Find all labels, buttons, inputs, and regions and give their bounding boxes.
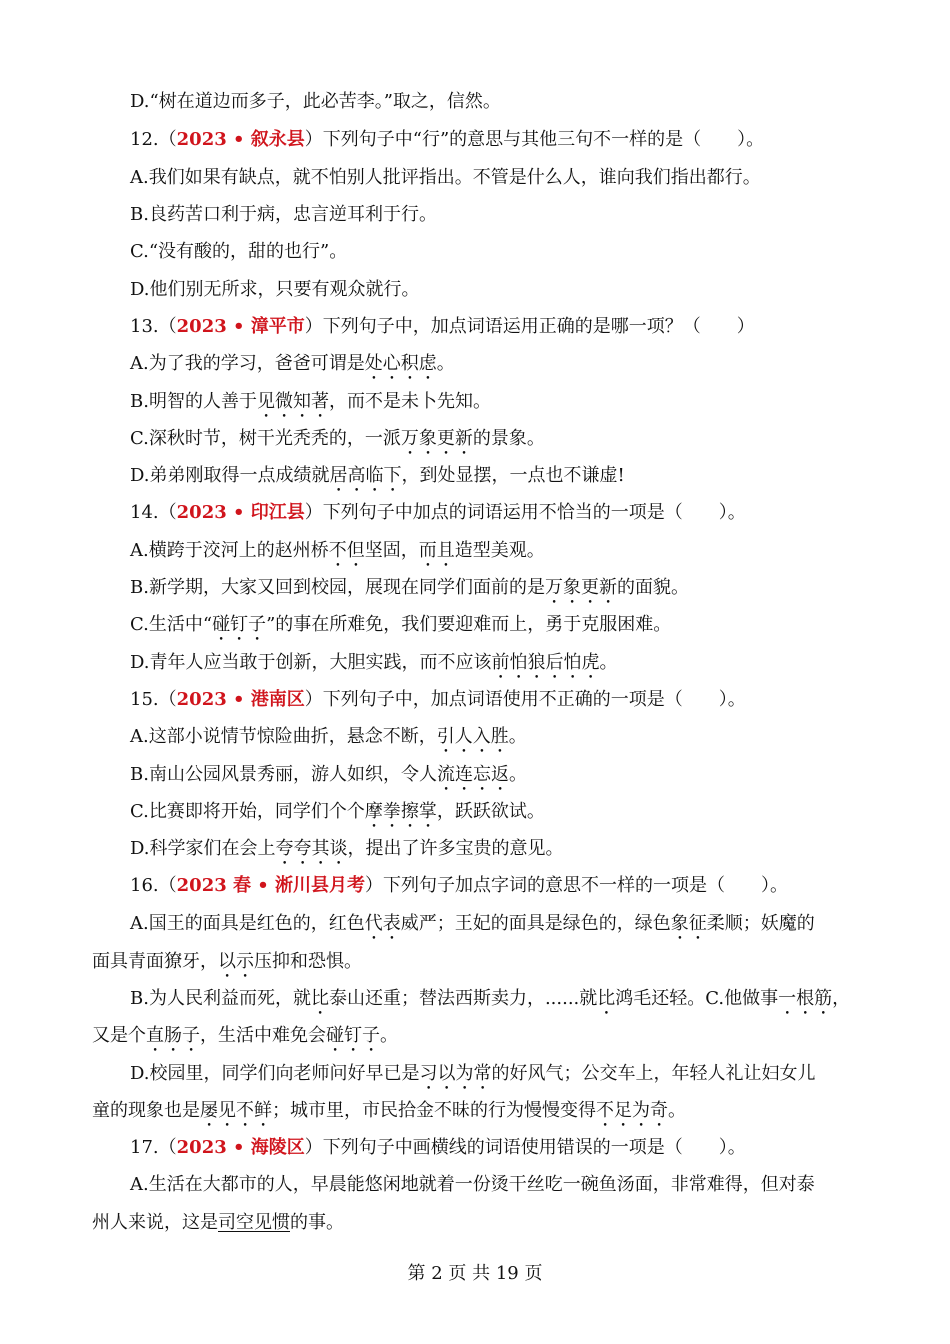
option-line: D.青年人应当敢于创新，大胆实践，而不应该前怕狼后怕虎。: [130, 652, 618, 673]
source-tag: 2023 • 港南区: [176, 689, 305, 710]
option-line: A.这部小说情节惊险曲折，悬念不断，引人入胜。: [130, 726, 527, 747]
option-line: D.科学家们在会上夸夸其谈，提出了许多宝贵的意见。: [130, 838, 564, 859]
source-tag: 2023 • 海陵区: [176, 1137, 305, 1158]
option-line: C.比赛即将开始，同学们个个摩拳擦掌，跃跃欲试。: [130, 801, 545, 822]
question-13: 13.（2023 • 漳平市）下列句子中，加点词语运用正确的是哪一项？（ ）: [130, 316, 755, 337]
option-line: A.生活在大都市的人，早晨能悠闲地就着一份烫干丝吃一碗鱼汤面，非常难得，但对泰: [130, 1174, 815, 1195]
option-line: D.“树在道边而多子，此必苦李。”取之，信然。: [130, 91, 501, 112]
option-line: C.深秋时节，树干光秃秃的，一派万象更新的景象。: [130, 428, 545, 449]
option-line: D.他们别无所求，只要有观众就行。: [130, 279, 420, 300]
question-17: 17.（2023 • 海陵区）下列句子中画横线的词语使用错误的一项是（ ）。: [130, 1137, 746, 1158]
question-15: 15.（2023 • 港南区）下列句子中，加点词语使用不正确的一项是（ ）。: [130, 689, 746, 710]
question-16: 16.（2023 春 • 淅川县月考）下列句子加点字词的意思不一样的一项是（ ）。: [130, 875, 789, 896]
option-line: B.为人民利益而死，就比泰山还重；替法西斯卖力，......就比鸿毛还轻。C.他做事一根筋，: [130, 988, 851, 1009]
question-14: 14.（2023 • 印江县）下列句子中加点的词语运用不恰当的一项是（ ）。: [130, 502, 746, 523]
option-line: A.我们如果有缺点，就不怕别人批评指出。不管是什么人，谁向我们指出都行。: [130, 167, 761, 188]
option-line: A.国王的面具是红色的，红色代表威严；王妃的面具是绿色的，绿色象征柔顺；妖魔的: [130, 913, 815, 934]
question-12: 12.（2023 • 叙永县）下列句子中“行”的意思与其他三句不一样的是（ ）。: [130, 129, 765, 150]
option-line-continued: 童的现象也是屡见不鲜；城市里，市民拾金不昧的行为慢慢变得不足为奇。: [92, 1100, 686, 1121]
option-line-continued: 又是个直肠子，生活中难免会碰钉子。: [92, 1025, 398, 1046]
option-line: A.为了我的学习，爸爸可谓是处心积虑。: [130, 353, 455, 374]
option-line: C.“没有酸的，甜的也行”。: [130, 241, 348, 262]
source-tag: 2023 • 印江县: [176, 502, 305, 523]
underlined-term: 司空见惯: [218, 1212, 290, 1233]
option-line: C.生活中“碰钉子”的事在所难免，我们要迎难而上，勇于克服困难。: [130, 614, 672, 635]
option-line: D.校园里，同学们向老师问好早已是习以为常的好风气；公交车上，年轻人礼让妇女儿: [130, 1063, 816, 1084]
page-footer: 第 2 页 共 19 页: [407, 1263, 543, 1284]
option-line: B.南山公园风景秀丽，游人如织，令人流连忘返。: [130, 764, 527, 785]
source-tag: 2023 春 • 淅川县月考: [176, 875, 366, 896]
option-line: A.横跨于洨河上的赵州桥不但坚固，而且造型美观。: [130, 540, 545, 561]
option-line: B.良药苦口利于病，忠言逆耳利于行。: [130, 204, 437, 225]
source-tag: 2023 • 叙永县: [176, 129, 305, 150]
option-line-continued: 州人来说，这是司空见惯的事。: [92, 1212, 344, 1233]
option-line: D.弟弟刚取得一点成绩就居高临下，到处显摆，一点也不谦虚!: [130, 465, 625, 486]
source-tag: 2023 • 漳平市: [176, 316, 305, 337]
option-line: B.新学期，大家又回到校园，展现在同学们面前的是万象更新的面貌。: [130, 577, 689, 598]
option-line-continued: 面具青面獠牙，以示压抑和恐惧。: [92, 951, 362, 972]
option-line: B.明智的人善于见微知著，而不是未卜先知。: [130, 391, 491, 412]
